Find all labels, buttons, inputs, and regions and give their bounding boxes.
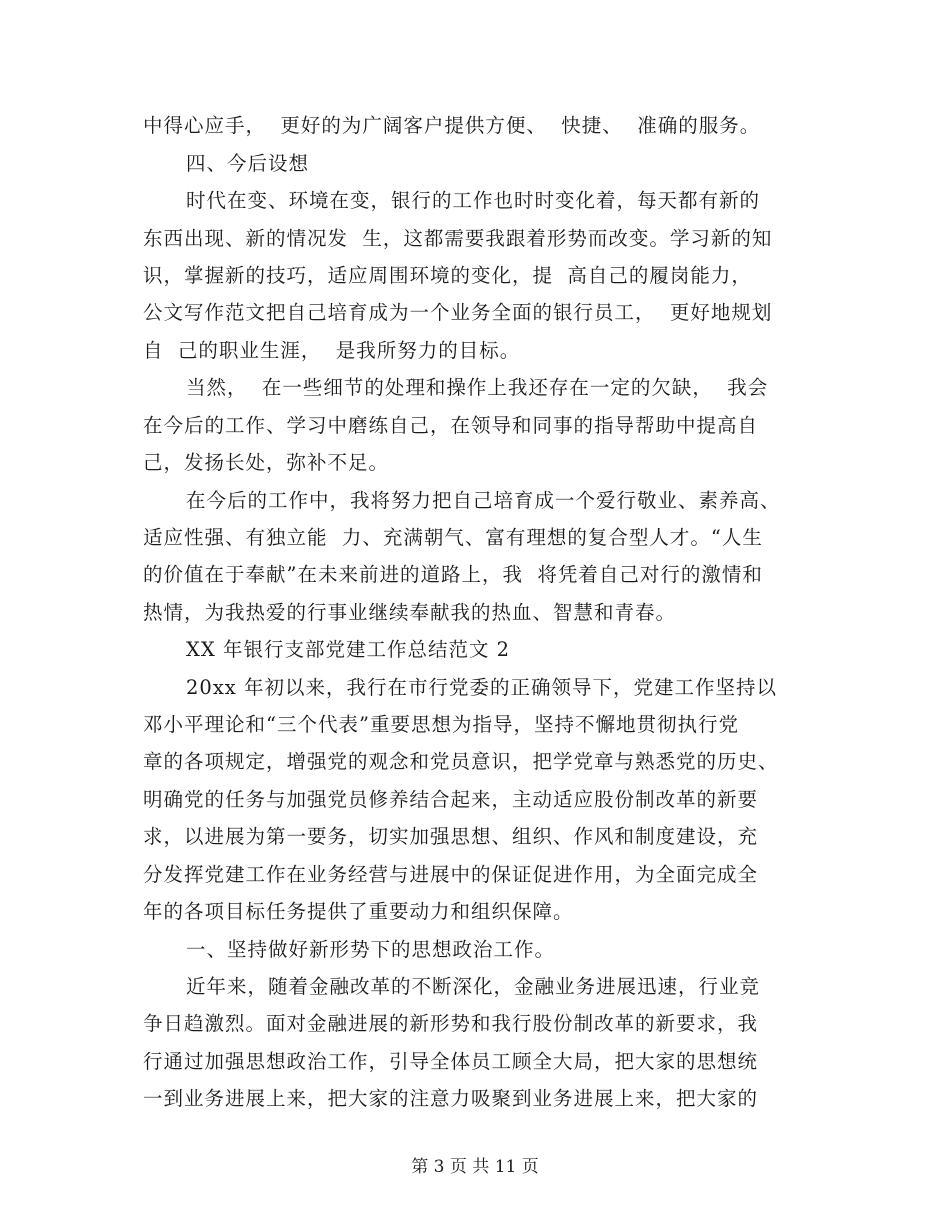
text-line: 求，以进展为第一要务，切实加强思想、组织、作风和制度建设，充 <box>143 825 759 848</box>
page-number-footer: 第 3 页 共 11 页 <box>411 1157 539 1177</box>
text-line: 东西出现、新的情况发 生，这都需要我跟着形势而改变。学习新的知 <box>143 227 773 250</box>
text-line: 邓小平理论和“三个代表”重要思想为指导，坚持不懈地贯彻执行党 <box>143 713 739 736</box>
text-line: 一到业务进展上来，把大家的注意力吸聚到业务进展上来，把大家的 <box>143 1087 759 1110</box>
text-line: 热情，为我热爱的行事业继续奉献我的热血、智慧和青春。 <box>143 601 677 624</box>
text-line: 的价值在于奉献”在未来前进的道路上，我 将凭着自己对行的激情和 <box>143 563 763 586</box>
text-line: 中得心应手， 更好的为广阔客户提供方便、 快捷、 准确的服务。 <box>143 114 761 137</box>
text-line: 章的各项规定，增强党的观念和党员意识，把学党章与熟悉党的历史、 <box>143 750 779 773</box>
section-heading: 一、坚持做好新形势下的思想政治工作。 <box>186 938 556 961</box>
text-line: 年的各项目标任务提供了重要动力和组织保障。 <box>143 900 574 923</box>
text-line: 自 己的职业生涯， 是我所努力的目标。 <box>143 339 521 362</box>
text-line: 行通过加强思想政治工作，引导全体员工顾全大局，把大家的思想统 <box>143 1050 759 1073</box>
text-line: 20xx 年初以来，我行在市行党委的正确领导下，党建工作坚持以 <box>186 676 778 699</box>
text-line: 当然， 在一些细节的处理和操作上我还存在一定的欠缺， 我会 <box>186 376 769 399</box>
text-line: 争日趋激烈。面对金融进展的新形势和我行股份制改革的新要求，我 <box>143 1012 759 1035</box>
text-line: 己，发扬长处，弥补不足。 <box>143 451 390 474</box>
section-heading: 四、今后设想 <box>186 152 310 175</box>
text-line: 分发挥党建工作在业务经营与进展中的保证促进作用，为全面完成全 <box>143 863 759 886</box>
text-line: 识，掌握新的技巧，适应周围环境的变化，提 高自己的履岗能力， <box>143 264 752 287</box>
text-line: 时代在变、环境在变，银行的工作也时时变化着，每天都有新的 <box>186 189 761 212</box>
text-line: 近年来，随着金融改革的不断深化，金融业务进展迅速，行业竞 <box>186 975 761 998</box>
text-line: 公文写作范文把自己培育成为一个业务全面的银行员工， 更好地规划 <box>143 301 773 324</box>
text-line: 适应性强、有独立能 力、充满朝气、富有理想的复合型人才。“人生 <box>143 526 763 549</box>
document-subtitle: XX 年银行支部党建工作总结范文 2 <box>186 638 511 661</box>
text-line: 明确党的任务与加强党员修养结合起来，主动适应股份制改革的新要 <box>143 788 759 811</box>
text-line: 在今后的工作中，我将努力把自己培育成一个爱行敬业、素养高、 <box>186 489 781 512</box>
text-line: 在今后的工作、学习中磨练自己，在领导和同事的指导帮助中提高自 <box>143 414 759 437</box>
